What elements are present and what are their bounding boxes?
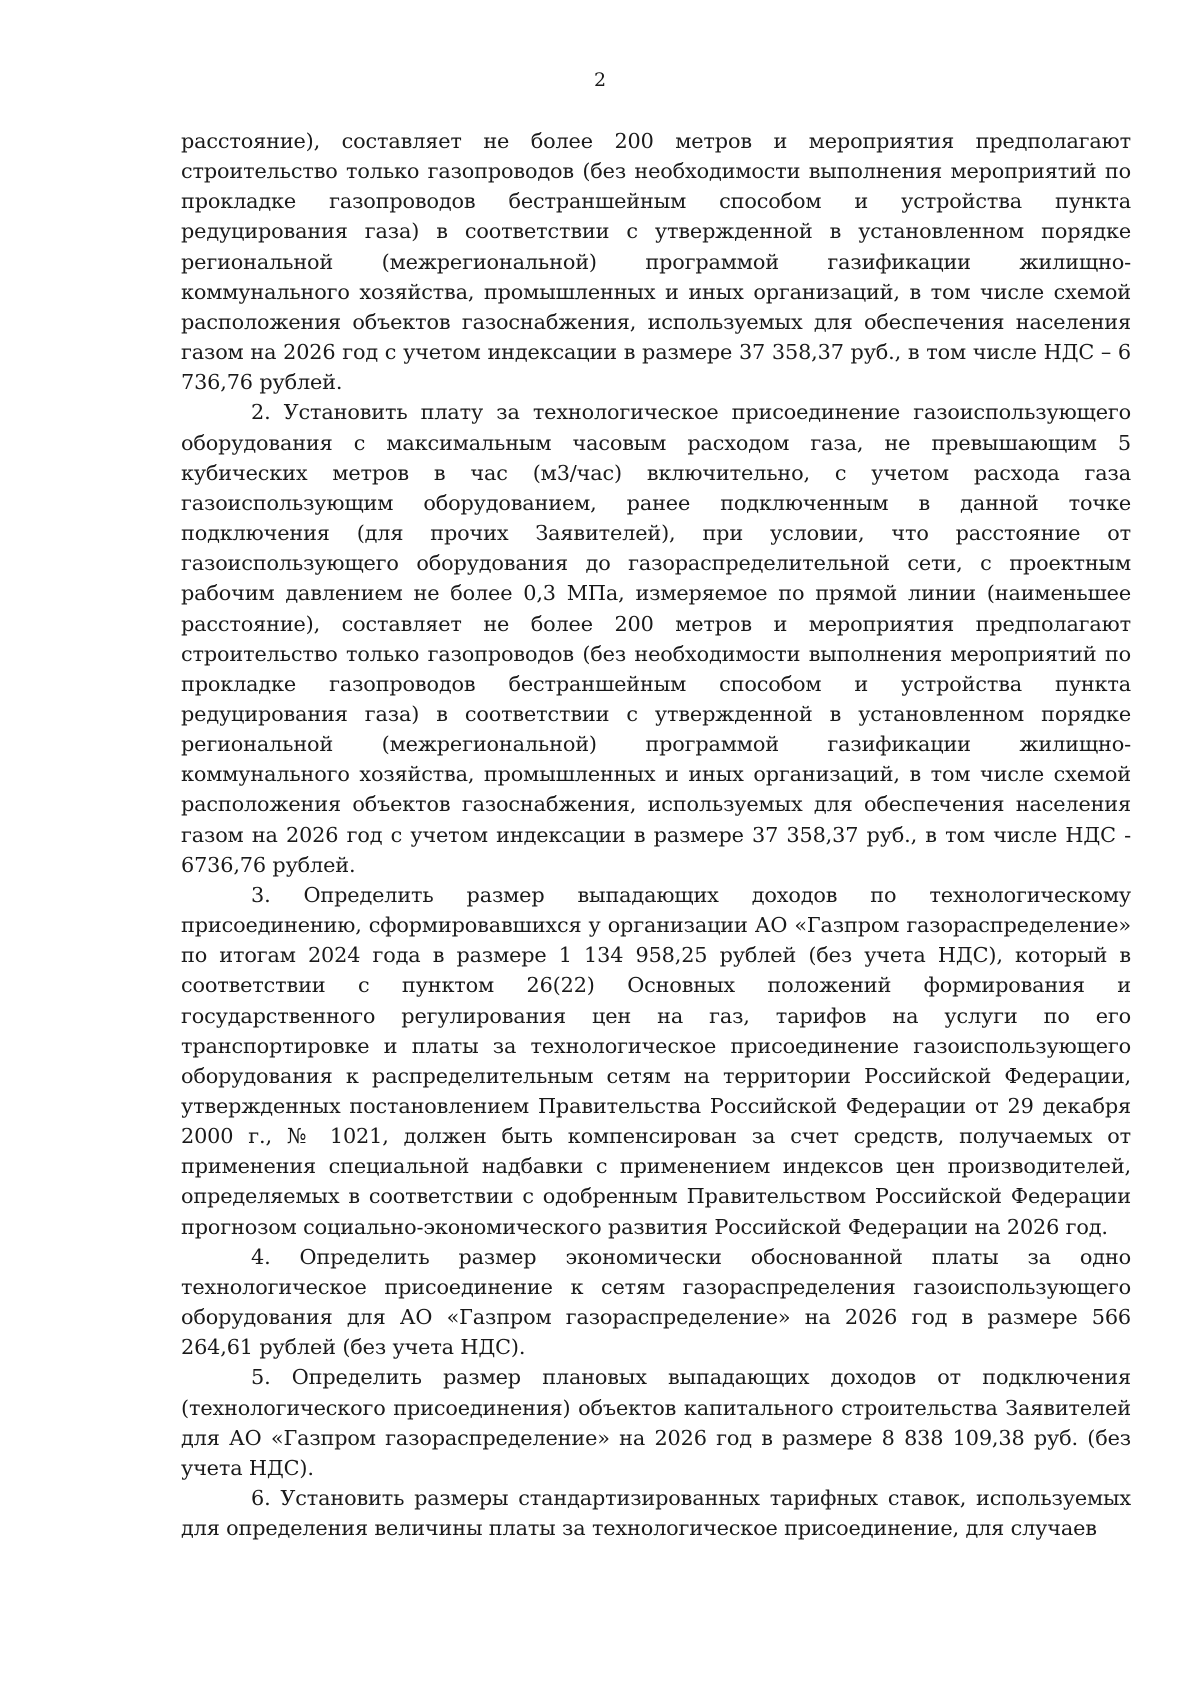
paragraph-continuation: расстояние), составляет не более 200 метров и мероприятия предполагают строительство только газопроводов (без необходимости выполнения мероприятий по прокладке газопроводов бестраншейным способом и устройства пункта редуцирования газа) в соответствии с утвержденной в установленном порядке региональной (межрегиональной) программой газификации жилищно-коммунального хозяйства, промышленных и иных организаций, в том числе схемой расположения объектов газоснабжения, используемых для обеспечения населения газом на 2026 год с учетом индексации в размере 37 358,37 руб., в том числе НДС – 6 736,76 рублей.	[181, 129, 1131, 395]
paragraph-item-2: 2. Установить плату за технологическое присоединение газоиспользующего оборудования с максимальным часовым расходом газа, не превышающим 5 кубических метров в час (м3/час) включительно, с учетом расхода газа газоиспользующим оборудованием, ранее подключенным в данной точке подключения (для прочих Заявителей), при условии, что расстояние от газоиспользующего оборудования до газораспределительной сети, с проектным рабочим давлением не более 0,3 МПа, измеряемое по прямой линии (наименьшее расстояние), составляет не более 200 метров и мероприятия предполагают строительство только газопроводов (без необходимости выполнения мероприятий по прокладке газопроводов бестраншейным способом и устройства пункта редуцирования газа) в соответствии с утвержденной в установленном порядке региональной (межрегиональной) программой газификации жилищно-коммунального хозяйства, промышленных и иных организаций, в том числе схемой расположения объектов газоснабжения, используемых для обеспечения населения газом на 2026 год с учетом индексации в размере 37 358,37 руб., в том числе НДС - 6736,76 рублей.	[181, 400, 1131, 877]
paragraph-item-3: 3. Определить размер выпадающих доходов по технологическому присоединению, сформировавшихся у организации АО «Газпром газораспределение» по итогам 2024 года в размере 1 134 958,25 рублей (без учета НДС), который в соответствии с пунктом 26(22) Основных положений формирования и государственного регулирования цен на газ, тарифов на услуги по его транспортировке и платы за технологическое присоединение газоиспользующего оборудования к распределительным сетям на территории Российской Федерации, утвержденных постановлением Правительства Российской Федерации от 29 декабря 2000 г., № 1021, должен быть компенсирован за счет средств, получаемых от применения специальной надбавки с применением индексов цен производителей, определяемых в соответствии с одобренным Правительством Российской Федерации прогнозом социально-экономического развития Российской Федерации на 2026 год.	[181, 882, 1131, 1239]
paragraph-item-6: 6. Установить размеры стандартизированных тарифных ставок, используемых для определения величины платы за технологическое присоединение, для случаев	[181, 1486, 1131, 1541]
page-number: 2	[593, 69, 607, 91]
paragraph-item-5: 5. Определить размер плановых выпадающих доходов от подключения (технологического присоединения) объектов капитального строительства Заявителей для АО «Газпром газораспределение» на 2026 год в размере 8 838 109,38 руб. (без учета НДС).	[181, 1365, 1131, 1480]
paragraph-item-4: 4. Определить размер экономически обоснованной платы за одно технологическое присоединение к сетям газораспределения газоиспользующего оборудования для АО «Газпром газораспределение» на 2026 год в размере 566 264,61 рублей (без учета НДС).	[181, 1244, 1131, 1360]
document-body	[181, 126, 1131, 1543]
